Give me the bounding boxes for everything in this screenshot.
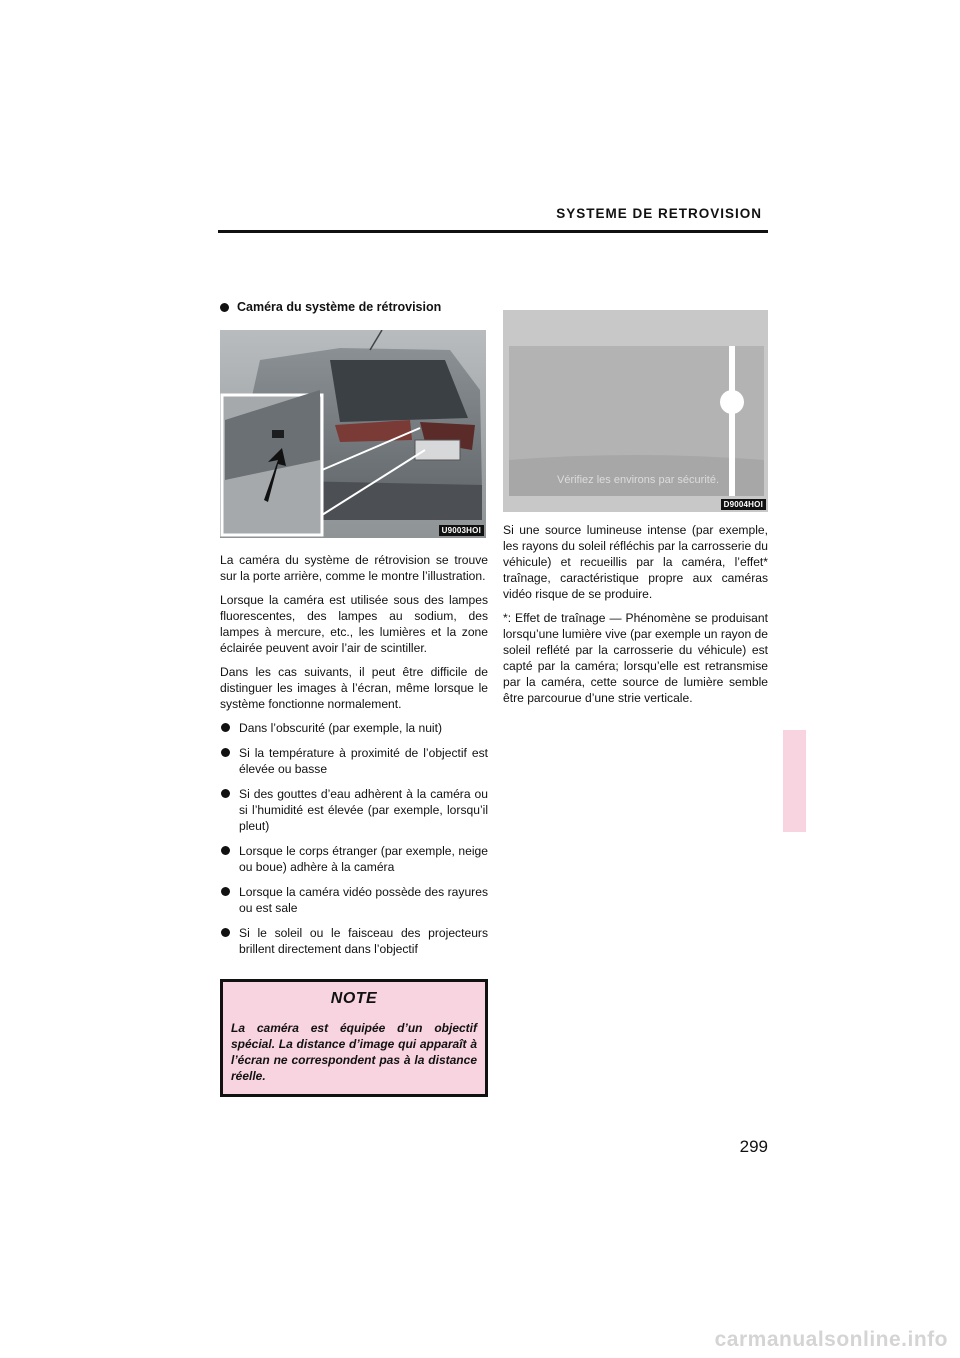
note-box — [220, 979, 488, 1097]
camera-screen-illustration — [503, 310, 768, 512]
list-item — [220, 884, 488, 916]
car-rear-image — [220, 330, 486, 538]
list-item-text: Si la température à proximité de l’objectif est élevée ou basse — [239, 746, 488, 776]
paragraph: Lorsque la caméra est utilisée sous des lampes fluorescentes, des lampes au sodium, des lampes à mercure, etc., les lumières et la zone éclairée peuvent avoir l’air de scintiller. — [220, 593, 488, 655]
list-item — [220, 720, 488, 736]
bullet-icon — [221, 789, 230, 798]
left-column — [220, 300, 488, 1097]
paragraph: Dans les cas suivants, il peut être difficile de distinguer les images à l’écran, même lorsque le système fonctionne normalement. — [220, 665, 488, 711]
list-item — [220, 745, 488, 777]
bullet-icon — [221, 723, 230, 732]
screen-warning-text: Vérifiez les environs par sécurité. — [556, 474, 720, 486]
page-number: 299 — [739, 1137, 768, 1156]
bullet-icon — [221, 748, 230, 757]
list-item-text: Lorsque le corps étranger (par exemple, neige ou boue) adhère à la caméra — [239, 844, 488, 874]
figure-code: D9004HOI — [721, 499, 766, 510]
figure-code: U9003HOI — [439, 525, 484, 536]
rear-camera-illustration — [220, 330, 486, 538]
list-item-text: Lorsque la caméra vidéo possède des rayures ou est sale — [239, 885, 488, 915]
section-heading — [220, 300, 488, 314]
bullet-icon — [221, 928, 230, 937]
bullet-icon — [221, 846, 230, 855]
list-item-text: Si le soleil ou le faisceau des projecteurs brillent directement dans l’objectif — [239, 926, 488, 956]
bullet-icon — [220, 303, 229, 312]
paragraph: La caméra du système de rétrovision se trouve sur la porte arrière, comme le montre l’illustration. — [220, 553, 488, 583]
note-title: NOTE — [223, 982, 485, 1020]
camera-screen-image — [503, 310, 768, 512]
watermark: carmanualsonline.info — [714, 1328, 948, 1351]
list-item — [220, 925, 488, 957]
section-heading-text: Caméra du système de rétrovision — [237, 300, 442, 314]
list-item — [220, 786, 488, 834]
right-column — [503, 310, 768, 714]
list-item — [220, 843, 488, 875]
section-title: SYSTEME DE RETROVISION — [556, 206, 762, 221]
footnote: *: Effet de traînage — Phénomène se produisant lorsqu’une lumière vive (par exemple un rayon de soleil reflété par la carrosserie du véhicule) est capté par la caméra; lorsqu’elle est retransmise par la caméra, cette source de lumière semble être parcourue d’une strie verticale. — [503, 611, 768, 705]
header-rule — [218, 230, 768, 233]
list-item-text: Dans l’obscurité (par exemple, la nuit) — [239, 721, 442, 735]
condition-list — [220, 720, 488, 957]
section-tab — [783, 730, 806, 832]
note-text: La caméra est équipée d’un objectif spécial. La distance d’image qui apparaît à l’écran ne correspondent pas à la distance réelle. — [223, 1020, 485, 1094]
list-item-text: Si des gouttes d’eau adhèrent à la caméra ou si l’humidité est élevée (par exemple, lorsqu’il pleut) — [239, 787, 488, 833]
paragraph: Si une source lumineuse intense (par exemple, les rayons du soleil réfléchis par la carrosserie du véhicule) et recueillis par la caméra, l’effet* traînage, caractéristique propre aux caméras vidéo risque de se produire. — [503, 523, 768, 601]
bullet-icon — [221, 887, 230, 896]
